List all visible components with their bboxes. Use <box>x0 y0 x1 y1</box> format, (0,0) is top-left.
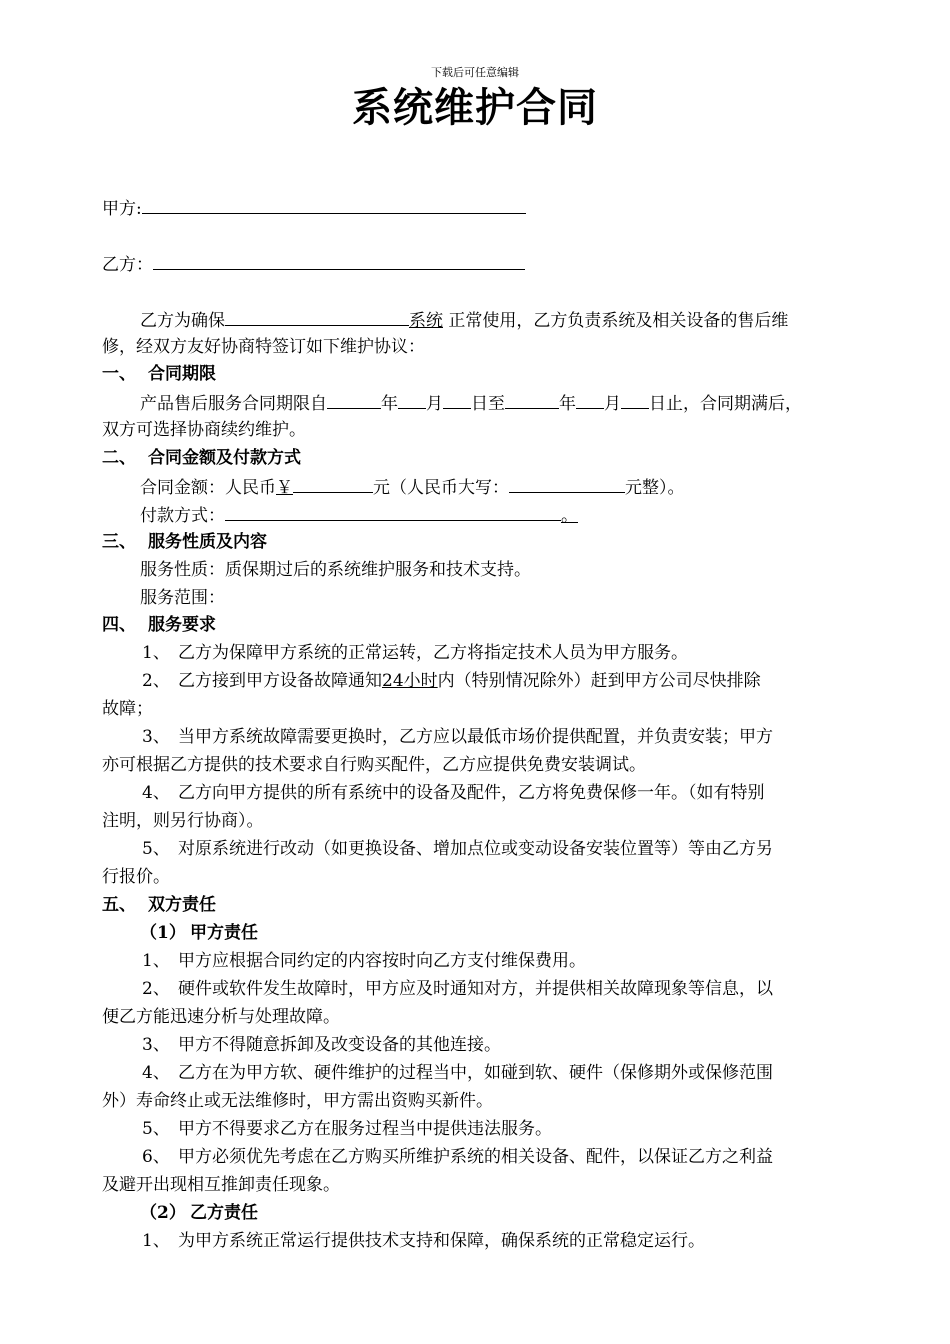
term-line-1: 产品售后服务合同期限自 年 月 日至 年 月 日止，合同期满后， <box>140 389 802 417</box>
requirement-3-cont: 亦可根据乙方提供的技术要求自行购买配件，乙方应提供免费安装调试。 <box>102 755 646 775</box>
party-a-duty-3: 3、 甲方不得随意拆卸及改变设备的其他连接。 <box>142 1035 501 1055</box>
party-a-duty-2: 2、 硬件或软件发生故障时，甲方应及时通知对方，并提供相关故障现象等信息，以 <box>142 979 773 999</box>
section-heading-2: 二、 合同金额及付款方式 <box>102 448 301 468</box>
intro-line-2: 修，经双方友好协商特签订如下维护协议： <box>102 337 425 357</box>
party-b-duties-heading: （2） 乙方责任 <box>140 1203 258 1223</box>
party-b-line <box>102 250 525 278</box>
intro-line-1: 乙方为确保 系统 正常使用，乙方负责系统及相关设备的售后维 <box>140 306 788 334</box>
party-a-line <box>102 194 526 222</box>
requirement-4: 4、 乙方向甲方提供的所有系统中的设备及配件，乙方将免费保修一年。（如有特别 <box>142 783 765 803</box>
term-line-2: 双方可选择协商续约维护。 <box>102 420 306 440</box>
party-b-label: 乙方： <box>102 255 153 275</box>
section-heading-4: 四、 服务要求 <box>102 615 216 635</box>
payment-line: 付款方式： 。 <box>140 501 578 529</box>
party-a-duty-5: 5、 甲方不得要求乙方在服务过程当中提供违法服务。 <box>142 1119 552 1139</box>
page-title: 系统维护合同 <box>352 84 598 131</box>
party-a-duty-6: 6、 甲方必须优先考虑在乙方购买所维护系统的相关设备、配件，以保证乙方之利益 <box>142 1147 773 1167</box>
party-a-blank <box>142 194 526 214</box>
requirement-4-cont: 注明，则另行协商）。 <box>102 811 264 831</box>
party-b-blank <box>153 250 525 270</box>
section-heading-1: 一、 合同期限 <box>102 364 216 384</box>
amount-line: 合同金额：人民币￥ 元（人民币大写： 元整）。 <box>140 473 685 501</box>
requirement-2-cont: 故障； <box>102 699 153 719</box>
requirement-1: 1、 乙方为保障甲方系统的正常运转，乙方将指定技术人员为甲方服务。 <box>142 643 688 663</box>
section-heading-5: 五、 双方责任 <box>102 895 216 915</box>
party-a-duty-2-cont: 便乙方能迅速分析与处理故障。 <box>102 1007 340 1027</box>
section-heading-3: 三、 服务性质及内容 <box>102 532 267 552</box>
header-note: 下载后可任意编辑 <box>431 66 519 79</box>
party-a-duty-6-cont: 及避开出现相互推卸责任现象。 <box>102 1175 340 1195</box>
party-a-duties-heading: （1） 甲方责任 <box>140 923 258 943</box>
party-a-label: 甲方: <box>102 199 142 219</box>
requirement-5: 5、 对原系统进行改动（如更换设备、增加点位或变动设备安装位置等）等由乙方另 <box>142 839 773 859</box>
service-nature: 服务性质：质保期过后的系统维护服务和技术支持。 <box>140 560 531 580</box>
service-scope: 服务范围： <box>140 588 225 608</box>
requirement-5-cont: 行报价。 <box>102 867 170 887</box>
system-name-blank <box>225 306 409 326</box>
party-a-duty-1: 1、 甲方应根据合同约定的内容按时向乙方支付维保费用。 <box>142 951 586 971</box>
party-b-duty-1: 1、 为甲方系统正常运行提供技术支持和保障，确保系统的正常稳定运行。 <box>142 1231 705 1251</box>
requirement-2: 2、 乙方接到甲方设备故障通知24小时内（特别情况除外）赶到甲方公司尽快排除 <box>142 671 761 691</box>
requirement-3: 3、 当甲方系统故障需要更换时，乙方应以最低市场价提供配置，并负责安装；甲方 <box>142 727 773 747</box>
party-a-duty-4-cont: 外）寿命终止或无法维修时，甲方需出资购买新件。 <box>102 1091 493 1111</box>
party-a-duty-4: 4、 乙方在为甲方软、硬件维护的过程当中，如碰到软、硬件（保修期外或保修范围 <box>142 1063 773 1083</box>
